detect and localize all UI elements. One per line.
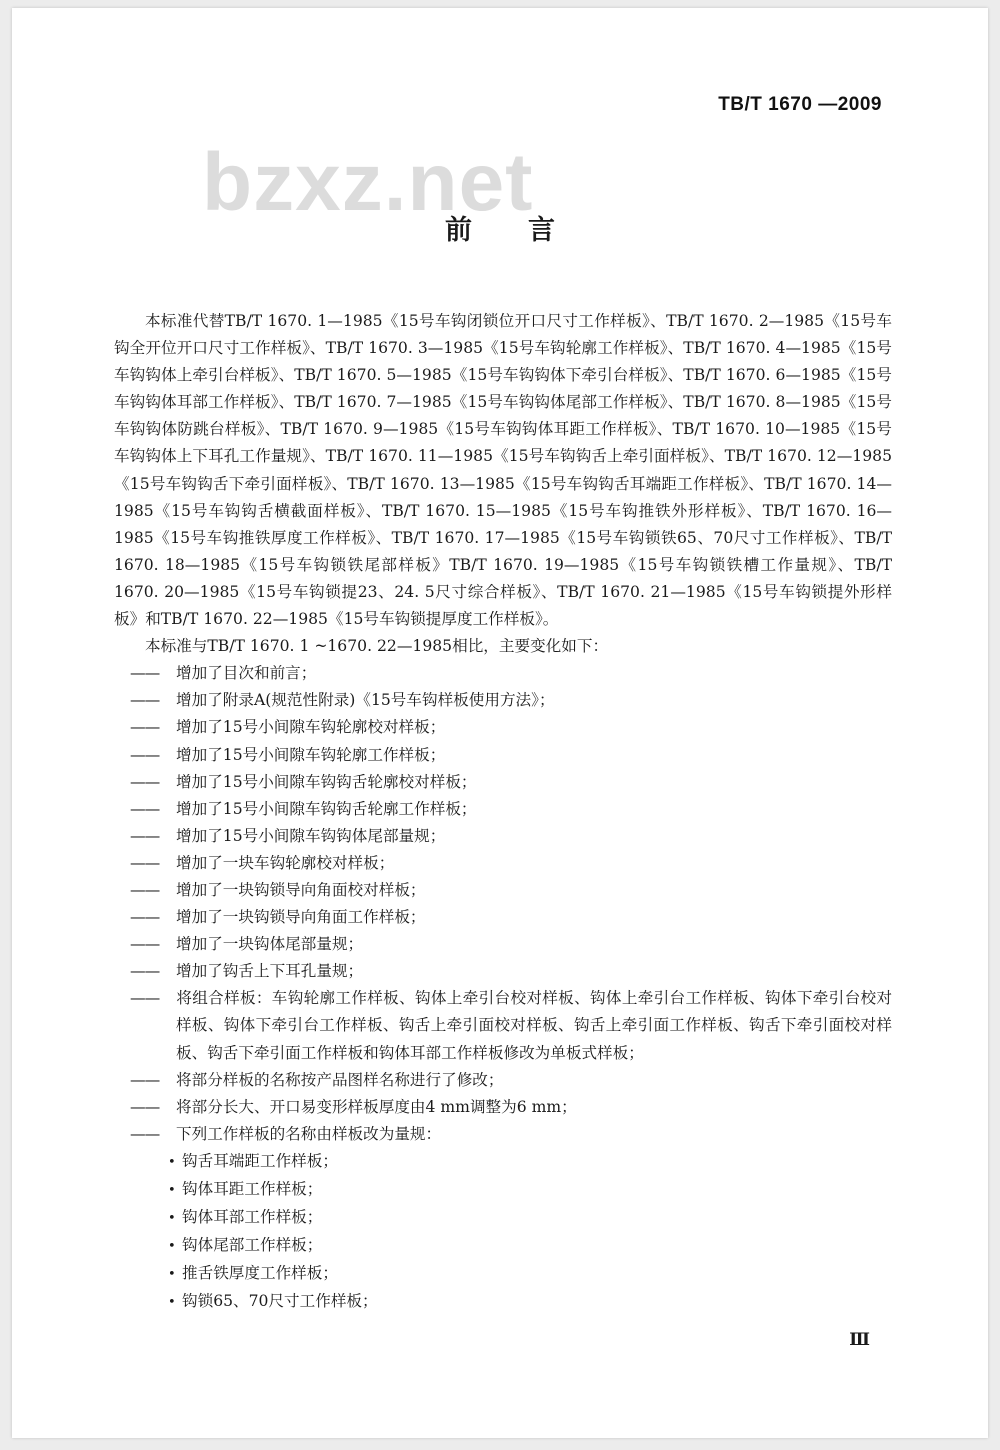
change-text: 将部分长大、开口易变形样板厚度由4 mm调整为6 mm； — [176, 1097, 577, 1116]
change-item — [130, 1067, 892, 1094]
bullet-text: 钩体耳部工作样板； — [182, 1208, 323, 1227]
document-page — [12, 8, 988, 1438]
change-text: 增加了15号小间隙车钩钩体尾部量规； — [176, 826, 446, 845]
change-text: 将组合样板：车钩轮廓工作样板、钩体上牵引台校对样板、钩体上牵引台工作样板、钩体下牵引台校对样板、钩体下牵引台工作样板、钩舌上牵引面校对样板、钩舌上牵引面工作样板、钩舌下牵引面校对样板、钩舌下牵引面工作样板和钩体耳部工作样板修改为单板式样板； — [176, 989, 892, 1062]
change-text: 将部分样板的名称按产品图样名称进行了修改； — [176, 1070, 504, 1089]
bullet-text: 钩体耳距工作样板； — [182, 1180, 323, 1198]
dash-marker: —— — [130, 935, 160, 954]
change-text: 增加了15号小间隙车钩钩舌轮廓工作样板； — [176, 799, 477, 818]
changes-lead-paragraph: 本标准与TB/T 1670. 1 ~1670. 22—1985相比，主要变化如下： — [145, 637, 609, 656]
dash-marker: —— — [130, 664, 160, 683]
dash-marker: —— — [130, 691, 160, 710]
change-item — [130, 985, 892, 1066]
bullet-item — [168, 1204, 892, 1232]
dash-marker: —— — [130, 772, 160, 791]
change-item — [130, 742, 892, 769]
bullet-item — [168, 1148, 892, 1176]
page-title: 前言 — [445, 215, 611, 246]
change-item — [130, 1094, 892, 1121]
intro-paragraph: 本标准代替TB/T 1670. 1—1985《15号车钩闭锁位开口尺寸工作样板》、TB/T 1670. 2—1985《15号车钩全开位开口尺寸工作样板》、TB/T 1670. 3—1985《15号车钩轮廓工作样板》、TB/T 1670. 4—1985《15号车钩钩体上牵引台样板》、TB/T 1670. 5—1985《15号车钩钩体下牵引台样板》、TB/T 1670. 6—1985《15号车钩钩体耳部工作样板》、TB/T 1670. 7—1985《15号车钩钩体尾部工作样板》、TB/T 1670. 8—1985《15号车钩钩体防跳台样板》、TB/T 1670. 9—1985《15号车钩钩体耳距工作样板》、TB/T 1670. 10—1985《15号车钩钩体上下耳孔工作量规》、TB/T 1670. 11—1985《15号车钩钩舌上牵引面样板》、TB/T 1670. 12—1985《15号车钩钩舌下牵引面样板》、TB/T 1670. 13—1985《15号车钩钩舌耳端距工作样板》、TB/T 1670. 14—1985《15号车钩钩舌横截面样板》、TB/T 1670. 15—1985《15号车钩推铁外形样板》、TB/T 1670. 16—1985《15号车钩推铁厚度工作样板》、TB/T 1670. 17—1985《15号车钩锁铁65、70尺寸工作样板》、TB/T 1670. 18—1985《15号车钩锁铁尾部样板》TB/T 1670. 19—1985《15号车钩锁铁槽工作量规》、TB/T 1670. 20—1985《15号车钩锁提23、24. 5尺寸综合样板》、TB/T 1670. 21—1985《15号车钩锁提外形样板》和TB/T 1670. 22—1985《15号车钩锁提厚度工作样板》。 — [114, 312, 892, 629]
change-list — [114, 660, 892, 1148]
bullet-text: 钩舌耳端距工作样板； — [182, 1151, 338, 1170]
change-item — [130, 796, 892, 823]
bullet-icon: • — [168, 1267, 176, 1283]
dash-marker: —— — [130, 908, 160, 927]
dash-marker: —— — [130, 853, 160, 872]
bullet-item — [168, 1176, 892, 1204]
change-item — [130, 687, 892, 714]
bullet-icon: • — [168, 1154, 176, 1170]
dash-marker: —— — [130, 799, 160, 818]
bullet-text: 推舌铁厚度工作样板； — [182, 1264, 338, 1283]
bullet-item — [168, 1260, 892, 1288]
change-item — [130, 714, 892, 741]
change-text: 下列工作样板的名称由样板改为量规： — [176, 1124, 442, 1143]
change-item — [130, 877, 892, 904]
change-text: 增加了一块钩锁导向角面工作样板； — [176, 908, 426, 927]
change-item — [130, 823, 892, 850]
dash-marker: —— — [130, 745, 160, 764]
bullet-item — [168, 1288, 892, 1316]
bullet-icon: • — [168, 1183, 176, 1198]
change-item — [130, 1121, 892, 1148]
change-item — [130, 660, 892, 687]
bullet-text: 钩体尾部工作样板； — [182, 1236, 323, 1255]
change-item — [130, 850, 892, 877]
document-body — [114, 308, 892, 1316]
standard-code: TB/T 1670 —2009 — [718, 94, 882, 115]
change-text: 增加了目次和前言； — [176, 664, 317, 683]
renamed-items-list — [114, 1148, 892, 1317]
bullet-icon: • — [168, 1211, 176, 1227]
bullet-item — [168, 1232, 892, 1260]
change-item — [130, 931, 892, 958]
change-text: 增加了钩舌上下耳孔量规； — [176, 962, 364, 981]
change-text: 增加了15号小间隙车钩钩舌轮廓校对样板； — [176, 772, 477, 791]
page-number: Ⅲ — [849, 1330, 870, 1350]
dash-marker: —— — [130, 880, 160, 899]
change-text: 增加了15号小间隙车钩轮廓校对样板； — [176, 718, 446, 737]
bullet-text: 钩锁65、70尺寸工作样板； — [182, 1292, 378, 1311]
bullet-icon: • — [168, 1295, 176, 1311]
dash-marker: —— — [130, 826, 160, 845]
change-text: 增加了15号小间隙车钩轮廓工作样板； — [176, 745, 446, 764]
change-item — [130, 958, 892, 985]
bullet-icon: • — [168, 1239, 176, 1255]
dash-marker: —— — [130, 1097, 160, 1116]
change-text: 增加了附录A(规范性附录)《15号车钩样板使用方法》； — [176, 691, 555, 710]
change-text: 增加了一块钩体尾部量规； — [176, 935, 364, 954]
dash-marker: —— — [130, 989, 160, 1008]
dash-marker: —— — [130, 718, 160, 737]
dash-marker: —— — [130, 1070, 160, 1089]
change-text: 增加了一块车钩轮廓校对样板； — [176, 853, 395, 872]
dash-marker: —— — [130, 1124, 160, 1143]
watermark: bzxz.net — [202, 137, 534, 228]
change-text: 增加了一块钩锁导向角面校对样板； — [176, 880, 426, 899]
dash-marker: —— — [130, 962, 160, 981]
change-item — [130, 769, 892, 796]
change-item — [130, 904, 892, 931]
